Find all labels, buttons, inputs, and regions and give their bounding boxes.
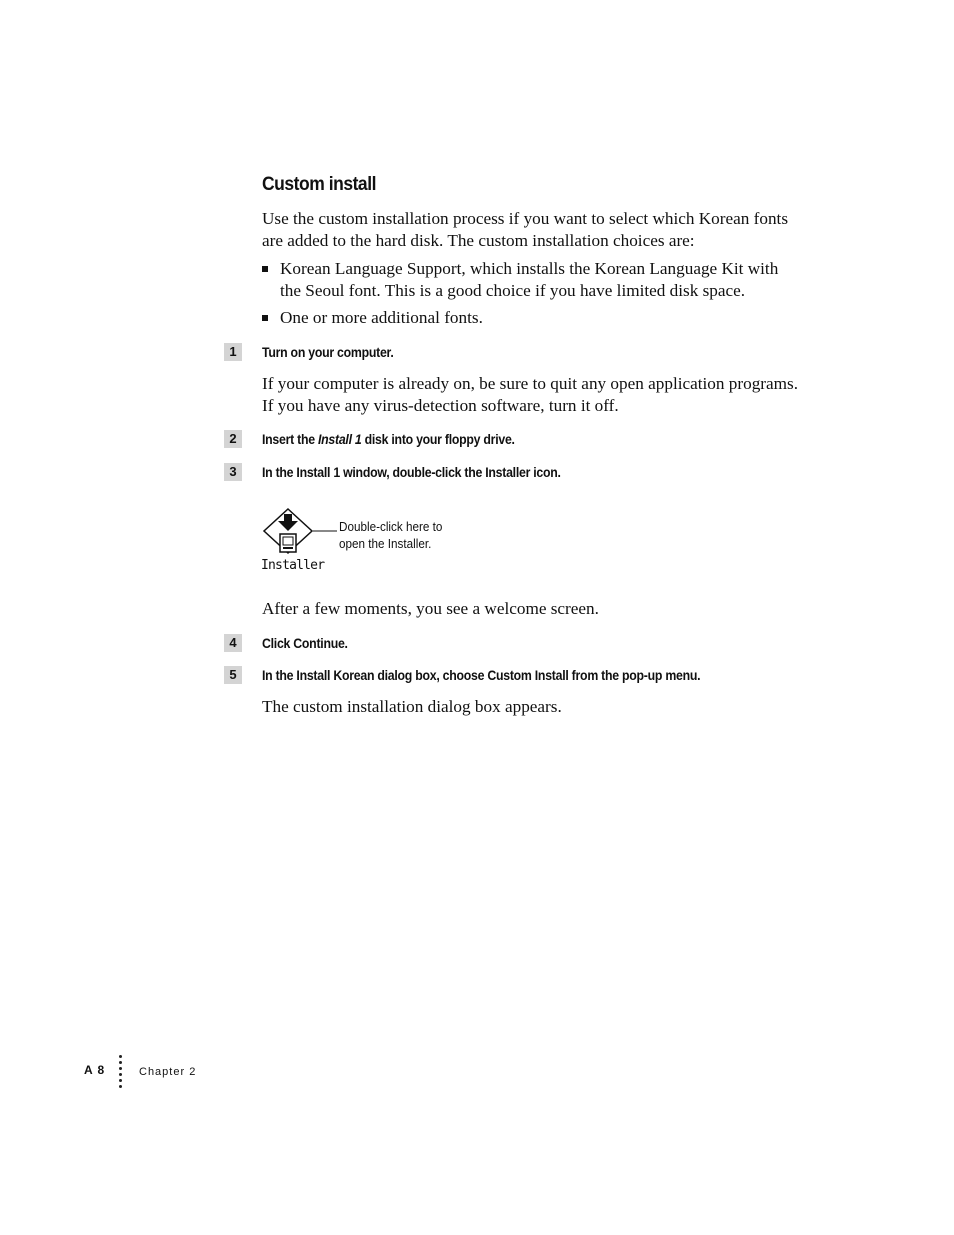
step-text [262, 430, 515, 448]
step-text: Turn on your computer. [262, 344, 394, 360]
bullet-text: One or more additional fonts. [280, 308, 483, 327]
step-text-part: Insert the [262, 431, 318, 447]
footer-dots [119, 1055, 123, 1095]
intro-line-2: are added to the hard disk. The custom installation choices are: [262, 231, 695, 250]
bullet-text: Korean Language Support, which installs the Korean Language Kit with [280, 259, 779, 278]
step-number: 3 [224, 463, 242, 481]
step-number: 2 [224, 430, 242, 448]
callout-line-2: open the Installer. [339, 536, 432, 551]
installer-icon-label: Installer [261, 558, 325, 573]
step-note-line-2: If you have any virus-detection software, turn it off. [262, 396, 619, 415]
figure-callout [339, 518, 442, 552]
page-number: A 8 [84, 1063, 106, 1077]
disk-name: Install 1 [317, 431, 362, 447]
step-number: 5 [224, 666, 242, 684]
chapter-label: Chapter 2 [139, 1066, 197, 1078]
step-number: 4 [224, 634, 242, 652]
step-number: 1 [224, 343, 242, 361]
callout-line-1: Double-click here to [339, 519, 443, 534]
section-heading: Custom install [262, 174, 376, 195]
bullet-square-icon [262, 315, 268, 321]
step-after-text: The custom installation dialog box appears. [262, 697, 562, 716]
step-text: In the Install 1 window, double-click the Installer icon. [262, 464, 561, 480]
intro-line-1: Use the custom installation process if you want to select which Korean fonts [262, 209, 789, 228]
step-text: Click Continue. [262, 635, 348, 651]
bullet-text: the Seoul font. This is a good choice if you have limited disk space. [280, 281, 746, 300]
step-text: In the Install Korean dialog box, choose Custom Install from the pop-up menu. [262, 667, 701, 683]
step-note-line-1: If your computer is already on, be sure to quit any open application programs. [262, 374, 799, 393]
step-after-text: After a few moments, you see a welcome screen. [262, 599, 599, 618]
bullet-square-icon [262, 266, 268, 272]
step-text-part: disk into your floppy drive. [361, 431, 515, 447]
